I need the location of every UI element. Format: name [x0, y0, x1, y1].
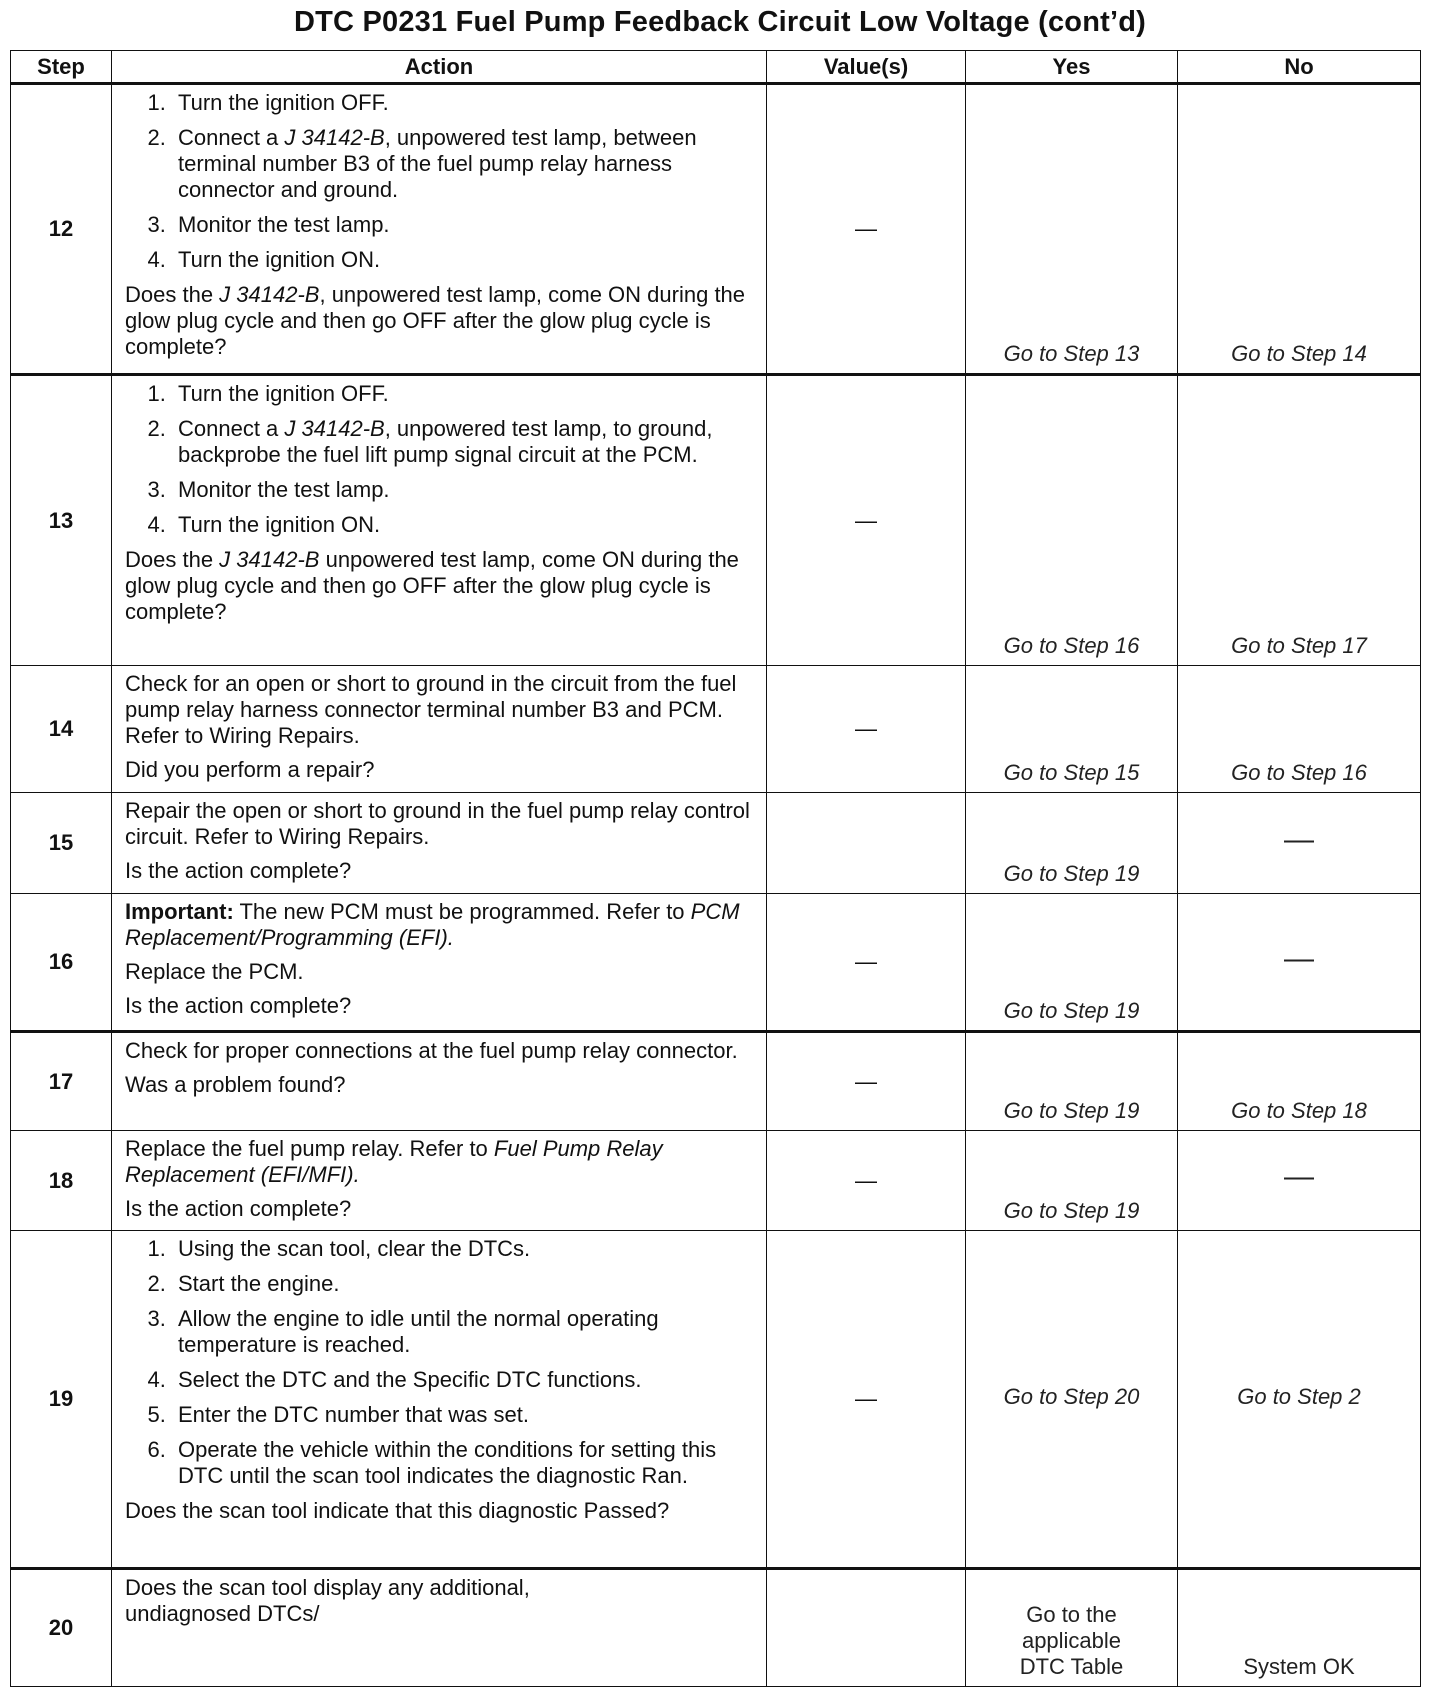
action-question: Does the scan tool indicate that this diagnostic Passed?	[125, 1498, 670, 1523]
value-cell: —	[767, 1131, 966, 1231]
value-cell: —	[767, 666, 966, 793]
action-text: Repair the open or short to ground in the fuel pump relay control circuit. Refer to Wiring Repairs.	[125, 798, 750, 849]
action-step: 4. Select the DTC and the Specific DTC functions.	[172, 1367, 758, 1393]
action-cell	[112, 1569, 767, 1687]
table-row	[11, 793, 1421, 894]
reference-link: PCM Replacement/Programming (EFI).	[125, 899, 740, 950]
action-step: 4. Turn the ignition ON.	[172, 512, 758, 538]
value-cell: —	[767, 84, 966, 375]
no-cell: Go to Step 18	[1178, 1032, 1421, 1131]
yes-cell: Go to Step 13	[966, 84, 1178, 375]
action-step: 1. Turn the ignition OFF.	[172, 381, 758, 407]
header-no: No	[1178, 51, 1421, 84]
action-step: 1. Using the scan tool, clear the DTCs.	[172, 1236, 758, 1262]
no-cell	[1178, 1131, 1421, 1231]
dash-mark: —	[1284, 822, 1314, 856]
action-text: Check for proper connections at the fuel pump relay connector.	[125, 1038, 738, 1063]
action-cell	[112, 375, 767, 666]
action-step: 3. Allow the engine to idle until the normal operating temperature is reached.	[172, 1306, 758, 1358]
header-action: Action	[112, 51, 767, 84]
yes-cell: Go to Step 15	[966, 666, 1178, 793]
no-cell: Go to Step 2	[1178, 1231, 1421, 1569]
action-question: Does the J 34142-B, unpowered test lamp, come ON during the glow plug cycle and then go OFF after the glow plug cycle is complete?	[125, 282, 746, 359]
action-text: Replace the fuel pump relay. Refer to Fuel Pump Relay Replacement (EFI/MFI).	[125, 1136, 663, 1187]
no-cell	[1178, 894, 1421, 1032]
action-question: Does the J 34142-B unpowered test lamp, come ON during the glow plug cycle and then go OFF after the glow plug cycle is complete?	[125, 547, 739, 624]
header-row	[11, 51, 1421, 84]
diagnostic-table	[10, 50, 1421, 1687]
yes-cell: Go to Step 19	[966, 1131, 1178, 1231]
action-cell	[112, 793, 767, 894]
table-row	[11, 1569, 1421, 1687]
action-cell	[112, 1032, 767, 1131]
step-number: 19	[11, 1231, 112, 1569]
step-number: 13	[11, 375, 112, 666]
action-question: Did you perform a repair?	[125, 757, 375, 782]
action-step: 6. Operate the vehicle within the conditions for setting this DTC until the scan tool indicates the diagnostic Ran.	[172, 1437, 758, 1489]
action-question: Is the action complete?	[125, 1196, 352, 1221]
important-label: Important:	[125, 899, 234, 924]
yes-cell: Go to Step 16	[966, 375, 1178, 666]
action-cell	[112, 1131, 767, 1231]
action-step: 2. Start the engine.	[172, 1271, 758, 1297]
step-number: 16	[11, 894, 112, 1032]
value-cell: —	[767, 1032, 966, 1131]
action-step: 4. Turn the ignition ON.	[172, 247, 758, 273]
table-row	[11, 894, 1421, 1032]
table-row	[11, 666, 1421, 793]
action-cell	[112, 894, 767, 1032]
step-number: 17	[11, 1032, 112, 1131]
action-step: 3. Monitor the test lamp.	[172, 212, 758, 238]
step-number: 12	[11, 84, 112, 375]
header-values: Value(s)	[767, 51, 966, 84]
action-steps	[125, 90, 758, 273]
table-row	[11, 84, 1421, 375]
action-question: Was a problem found?	[125, 1072, 346, 1097]
action-text: Replace the PCM.	[125, 959, 304, 984]
tool-name: J 34142-B	[219, 547, 320, 572]
yes-cell: Go to Step 19	[966, 894, 1178, 1032]
action-step: 5. Enter the DTC number that was set.	[172, 1402, 758, 1428]
step-number: 20	[11, 1569, 112, 1687]
step-number: 15	[11, 793, 112, 894]
value-cell: —	[767, 894, 966, 1032]
action-step: 3. Monitor the test lamp.	[172, 477, 758, 503]
reference-link: Fuel Pump Relay Replacement (EFI/MFI).	[125, 1136, 663, 1187]
step-number: 14	[11, 666, 112, 793]
tool-name: J 34142-B	[219, 282, 320, 307]
yes-cell: Go to the applicable DTC Table	[966, 1569, 1178, 1687]
no-cell	[1178, 793, 1421, 894]
action-step: 2. Connect a J 34142-B, unpowered test lamp, to ground, backprobe the fuel lift pump signal circuit at the PCM.	[172, 416, 758, 468]
no-cell: System OK	[1178, 1569, 1421, 1687]
action-cell	[112, 666, 767, 793]
value-cell	[767, 1569, 966, 1687]
action-step: 1. Turn the ignition OFF.	[172, 90, 758, 116]
action-question: Does the scan tool display any additional, undiagnosed DTCs/	[125, 1575, 530, 1626]
table-row	[11, 1231, 1421, 1569]
no-cell: Go to Step 17	[1178, 375, 1421, 666]
action-question: Is the action complete?	[125, 858, 352, 883]
dash-mark: —	[1284, 1160, 1314, 1193]
header-yes: Yes	[966, 51, 1178, 84]
table-row	[11, 1032, 1421, 1131]
action-steps	[125, 1236, 758, 1489]
no-cell: Go to Step 14	[1178, 84, 1421, 375]
tool-name: J 34142-B	[284, 416, 385, 441]
action-cell	[112, 1231, 767, 1569]
action-text: Check for an open or short to ground in the circuit from the fuel pump relay harness connector terminal number B3 and PCM. Refer to Wiring Repairs.	[125, 671, 737, 748]
yes-cell: Go to Step 20	[966, 1231, 1178, 1569]
action-steps	[125, 381, 758, 538]
header-step: Step	[11, 51, 112, 84]
action-cell	[112, 84, 767, 375]
dash-mark: —	[1284, 941, 1314, 975]
value-cell: —	[767, 375, 966, 666]
action-step: 2. Connect a J 34142-B, unpowered test lamp, between terminal number B3 of the fuel pump relay harness connector and ground.	[172, 125, 758, 203]
action-question: Is the action complete?	[125, 993, 352, 1018]
action-text: Important: The new PCM must be programmed. Refer to PCM Replacement/Programming (EFI).	[125, 899, 740, 950]
table-row	[11, 1131, 1421, 1231]
table-row	[11, 375, 1421, 666]
value-cell: —	[767, 1231, 966, 1569]
yes-cell: Go to Step 19	[966, 793, 1178, 894]
page-title: DTC P0231 Fuel Pump Feedback Circuit Low Voltage (cont’d)	[294, 6, 1146, 38]
tool-name: J 34142-B	[284, 125, 385, 150]
yes-cell: Go to Step 19	[966, 1032, 1178, 1131]
step-number: 18	[11, 1131, 112, 1231]
no-cell: Go to Step 16	[1178, 666, 1421, 793]
value-cell	[767, 793, 966, 894]
